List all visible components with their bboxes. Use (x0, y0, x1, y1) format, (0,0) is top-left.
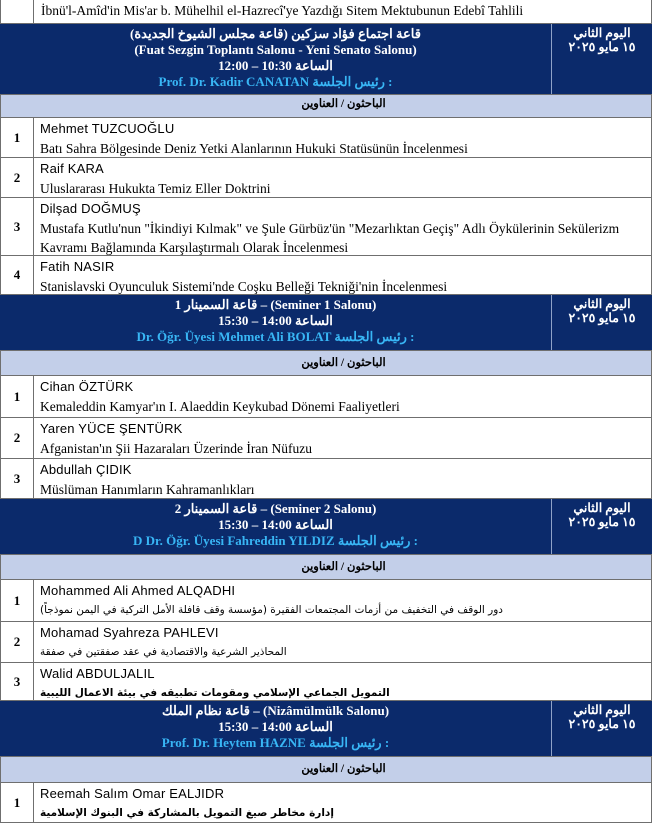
paper-number: 1 (1, 783, 34, 822)
paper-title: Müslüman Hanımların Kahramanlıkları (40, 481, 255, 497)
column-header-row (0, 554, 652, 580)
session-header (0, 499, 652, 554)
chair-label: رئيس الجلسة : (309, 735, 390, 750)
hall-name-arabic: قاعة اجتماع فؤاد سزكين (قاعة مجلس الشيوخ الجديدة) (130, 26, 421, 41)
paper-row (0, 198, 652, 256)
session-chair (0, 533, 551, 549)
continued-paper-row (0, 0, 652, 24)
paper-author: Cihan ÖZTÜRK (40, 379, 134, 394)
paper-number: 3 (1, 198, 34, 255)
paper-author: Mohammed Ali Ahmed ALQADHI (40, 583, 236, 598)
session-time: الساعة 14:00 – 15:30 (218, 517, 333, 532)
paper-row (0, 418, 652, 459)
paper-number: 3 (1, 459, 34, 498)
paper-title: Kemaleddin Kamyar'ın I. Alaeddin Keykubad Dönemi Faaliyetleri (40, 398, 400, 414)
day-date: ١٥ مايو ٢٠٢٥ (568, 311, 636, 325)
paper-title: İbnü'l-Amîd'in Mis'ar b. Mühelhil el-Hazrecî'ye Yazdığı Sitem Mektubunun Edebî Tahlili (33, 0, 651, 24)
paper-title: التمويل الجماعي الإسلامي ومقومات تطبيقه في بيئة الاعمال الليبية (40, 686, 390, 699)
column-header: الباحثون / العناوين (301, 357, 386, 369)
paper-row (0, 158, 652, 198)
hall-name: قاعة نظام الملك – (Nizâmülmülk Salonu) (161, 703, 390, 718)
session-chair (0, 735, 551, 751)
hall-name: قاعة السمينار 2 – (Seminer 2 Salonu) (174, 501, 377, 516)
paper-author: Mehmet TUZCUOĞLU (40, 121, 175, 136)
paper-title: Afganistan'ın Şii Hazaraları Üzerinde İran Nüfuzu (40, 440, 312, 456)
paper-number: 1 (1, 118, 34, 157)
paper-number: 2 (1, 622, 34, 662)
column-header: الباحثون / العناوين (301, 98, 386, 110)
paper-row (0, 663, 652, 701)
paper-author: Dilşad DOĞMUŞ (40, 201, 141, 216)
session-chair (0, 74, 551, 90)
paper-author: Raif KARA (40, 161, 104, 176)
chair-label: رئيس الجلسة : (334, 329, 415, 344)
paper-title: إدارة مخاطر صيغ التمويل بالمشاركة في البنوك الإسلامية (40, 806, 334, 819)
paper-title: دور الوقف في التخفيف من أزمات المجتمعات الفقيرة (مؤسسة وقف قافلة الأمل التركية في اليمن نموذجاً) (40, 603, 503, 616)
day-date: ١٥ مايو ٢٠٢٥ (568, 40, 636, 54)
session-info (0, 295, 552, 350)
column-header-row (0, 94, 652, 118)
day-date: ١٥ مايو ٢٠٢٥ (568, 515, 636, 529)
paper-row (0, 376, 652, 418)
paper-title: Batı Sahra Bölgesinde Deniz Yetki Alanlarının Hukuki Statüsünün İncelenmesi (40, 140, 468, 156)
session-day (552, 701, 652, 756)
column-header-row (0, 756, 652, 783)
paper-number: 3 (1, 663, 34, 700)
paper-number: 1 (1, 580, 34, 621)
paper-title: Uluslararası Hukukta Temiz Eller Doktrini (40, 180, 271, 196)
paper-row (0, 783, 652, 823)
paper-title: المحاذير الشرعية والاقتصادية في عقد صفقتين في صفقة (40, 645, 287, 658)
paper-number: 2 (1, 418, 34, 458)
paper-title: Stanislavski Oyunculuk Sistemi'nde Coşku Belleği Tekniği'nin İncelenmesi (40, 278, 448, 294)
paper-number: 2 (1, 158, 34, 197)
session-day (552, 24, 652, 94)
paper-author: Walid ABDULJALIL (40, 666, 155, 681)
paper-title: Mustafa Kutlu'nun "İkindiyi Kılmak" ve Şule Gürbüz'ün "Mezarlıktan Geçiş" Adlı Öykülerinin Sekülerizm Kavramı Bağlamında Karşılaştırmalı Olarak İncelenmesi (40, 220, 620, 255)
paper-row (0, 459, 652, 499)
session-header (0, 701, 652, 756)
paper-author: Fatih NASIR (40, 259, 115, 274)
chair-name: Dr. Öğr. Üyesi Mehmet Ali BOLAT (136, 329, 332, 344)
paper-number: 1 (1, 376, 34, 417)
session-day (552, 295, 652, 350)
session-header (0, 295, 652, 350)
paper-author: Reemah Salım Omar EALJIDR (40, 786, 225, 801)
session-day (552, 499, 652, 554)
chair-label: رئيس الجلسة : (312, 74, 393, 89)
chair-name: Prof. Dr. Heytem HAZNE (161, 735, 306, 750)
day-label: اليوم الثاني (573, 297, 631, 311)
paper-row (0, 256, 652, 295)
hall-name: قاعة السمينار 1 – (Seminer 1 Salonu) (174, 297, 377, 312)
paper-row (0, 622, 652, 663)
paper-row (0, 118, 652, 158)
session-time: الساعة 14:00 – 15:30 (218, 313, 333, 328)
paper-author: Abdullah ÇIDIK (40, 462, 132, 477)
chair-name: D Dr. Öğr. Üyesi Fahreddin YILDIZ (133, 533, 335, 548)
session-info (0, 24, 552, 94)
day-label: اليوم الثاني (573, 703, 631, 717)
session-time: الساعة 10:30 – 12:00 (218, 58, 333, 73)
paper-author: Yaren YÜCE ŞENTÜRK (40, 421, 183, 436)
chair-label: رئيس الجلسة : (337, 533, 418, 548)
column-header: الباحثون / العناوين (301, 763, 386, 775)
session-info (0, 499, 552, 554)
session-chair (0, 329, 551, 345)
session-info (0, 701, 552, 756)
paper-number: 4 (1, 256, 34, 294)
session-time: الساعة 14:00 – 15:30 (218, 719, 333, 734)
day-date: ١٥ مايو ٢٠٢٥ (568, 717, 636, 731)
paper-author: Mohamad Syahreza PAHLEVI (40, 625, 219, 640)
column-header: الباحثون / العناوين (301, 561, 386, 573)
paper-row (0, 580, 652, 622)
column-header-row (0, 350, 652, 376)
chair-name: Prof. Dr. Kadir CANATAN (158, 74, 310, 89)
session-header (0, 24, 652, 94)
hall-name-turkish: (Fuat Sezgin Toplantı Salonu - Yeni Senato Salonu) (134, 42, 417, 57)
day-label: اليوم الثاني (573, 501, 631, 515)
day-label: اليوم الثاني (573, 26, 631, 40)
